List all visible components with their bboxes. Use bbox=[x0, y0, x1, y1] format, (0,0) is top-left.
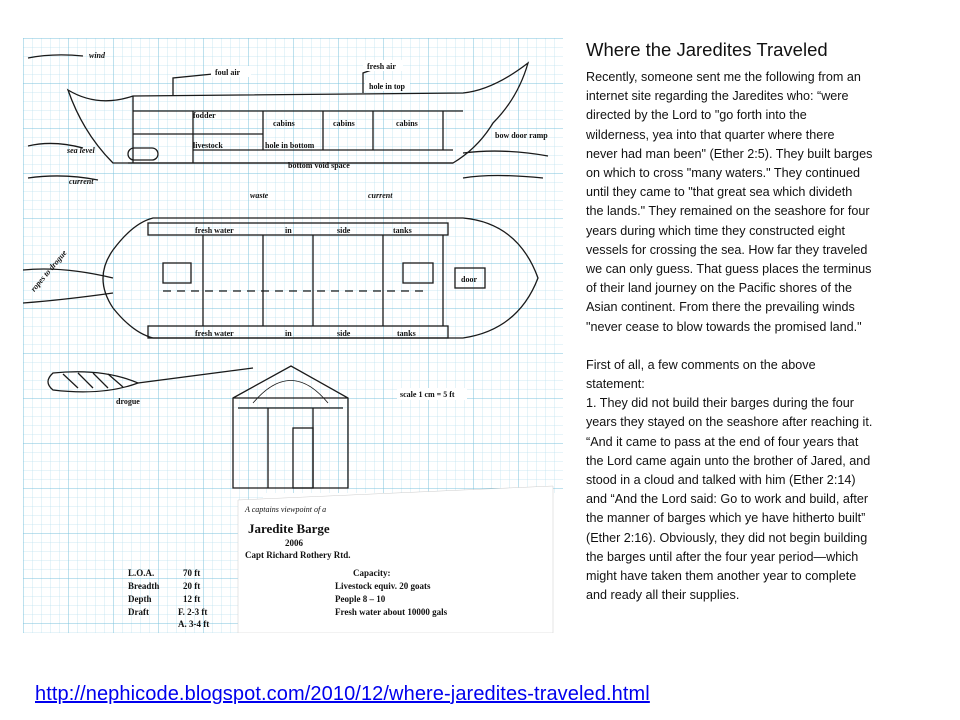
article-line: (Ether 2:16). Obviously, they did not begin building bbox=[586, 530, 868, 545]
label-foul-air: foul air bbox=[215, 68, 241, 77]
label-cabins-3: cabins bbox=[396, 119, 418, 128]
article-line: and ready all their supplies. bbox=[586, 588, 740, 603]
label-current-1: current bbox=[69, 177, 94, 186]
barge-sketch bbox=[23, 38, 563, 633]
article-line: of their land journey on the Pacific shores of the bbox=[586, 281, 853, 296]
spec-draft-label: Draft bbox=[128, 607, 149, 617]
article-line: on which to cross "many waters." They continued bbox=[586, 166, 861, 181]
label-hole-in-bottom: hole in bottom bbox=[265, 141, 315, 150]
label-livestock: livestock bbox=[193, 141, 223, 150]
article-line: the barges until after the four year period—which bbox=[586, 549, 859, 564]
label-hole-in-top: hole in top bbox=[369, 82, 406, 91]
article-line: we can only guess. That guess places the terminus bbox=[586, 262, 872, 277]
label-sea-level: sea level bbox=[67, 146, 95, 155]
label-in-bottom: in bbox=[285, 329, 292, 338]
article bbox=[586, 38, 931, 605]
label-drogue: drogue bbox=[116, 397, 140, 406]
label-bow-door-ramp: bow door ramp bbox=[495, 131, 548, 140]
label-fresh-air: fresh air bbox=[367, 62, 396, 71]
label-scale: scale 1 cm = 5 ft bbox=[400, 390, 455, 399]
spec-viewpoint: A captains viewpoint of a bbox=[245, 505, 327, 514]
article-line: Recently, someone sent me the following from an bbox=[586, 70, 861, 84]
spec-breadth-label: Breadth bbox=[128, 581, 160, 591]
article-line: “And it came to pass at the end of four years that bbox=[586, 434, 859, 449]
article-line: First of all, a few comments on the above bbox=[586, 357, 816, 372]
label-cabins-2: cabins bbox=[333, 119, 355, 128]
article-line: wilderness, yea into that quarter where there bbox=[586, 127, 835, 142]
label-wind: wind bbox=[89, 51, 106, 60]
spec-livestock: Livestock equiv. 20 goats bbox=[335, 581, 431, 591]
label-bottom-void-space: bottom void space bbox=[288, 161, 350, 170]
article-line: directed by the Lord to "go forth into the bbox=[586, 108, 807, 123]
spec-fresh-water: Fresh water about 10000 gals bbox=[335, 607, 448, 617]
article-line: until they came to "that great sea which divideth bbox=[586, 185, 853, 200]
article-line: years they stayed on the seashore after reaching it. bbox=[586, 415, 873, 430]
article-line: stood in a cloud and talked with him (Ether 2:14) bbox=[586, 473, 856, 488]
article-line: 1. They did not build their barges during the four bbox=[586, 396, 854, 411]
label-waste: waste bbox=[250, 191, 269, 200]
label-current-2: current bbox=[368, 191, 393, 200]
label-door: door bbox=[461, 275, 477, 284]
article-line: years during which time they constructed eight bbox=[586, 223, 846, 238]
article-line: vessels for crossing the sea. How far they traveled bbox=[586, 242, 868, 257]
spec-people: People 8 – 10 bbox=[335, 594, 386, 604]
label-fresh-water-bottom: fresh water bbox=[195, 329, 234, 338]
article-line: the Lord came again unto the brother of Jared, and bbox=[586, 453, 871, 468]
spec-title: Jaredite Barge bbox=[248, 521, 330, 536]
article-paragraph-1 bbox=[586, 68, 931, 337]
spec-loa-label: L.O.A. bbox=[128, 568, 155, 578]
spec-draft-a: A. 3-4 ft bbox=[178, 619, 210, 629]
label-fodder: fodder bbox=[193, 111, 216, 120]
article-paragraph-2 bbox=[586, 356, 931, 606]
spec-draft-f: F. 2-3 ft bbox=[178, 607, 208, 617]
article-line: the manner of barges which ye have hitherto built” bbox=[586, 511, 866, 526]
label-tanks-top: tanks bbox=[393, 226, 412, 235]
label-side-bottom: side bbox=[337, 329, 351, 338]
article-line: the lands." They remained on the seashore for four bbox=[586, 204, 870, 219]
article-line: never had man been" (Ether 2:5). They built barges bbox=[586, 146, 873, 161]
grid-paper bbox=[23, 38, 563, 493]
label-fresh-water-top: fresh water bbox=[195, 226, 234, 235]
spec-capacity-label: Capacity: bbox=[353, 568, 391, 578]
label-cabins-1: cabins bbox=[273, 119, 295, 128]
source-link[interactable]: http://nephicode.blogspot.com/2010/12/where-jaredites-traveled.html bbox=[35, 683, 650, 705]
article-line: Asian continent. From there the prevailing winds bbox=[586, 300, 855, 315]
article-title: Where the Jaredites Traveled bbox=[586, 39, 828, 60]
article-line: and “And the Lord said: Go to work and build, after bbox=[586, 492, 869, 507]
article-line: "never cease to blow towards the promised land." bbox=[586, 319, 862, 334]
article-line: might have taken them another year to complete bbox=[586, 569, 857, 584]
barge-drawing bbox=[23, 38, 563, 633]
article-line: statement: bbox=[586, 377, 645, 392]
label-side-top: side bbox=[337, 226, 351, 235]
label-tanks-bottom: tanks bbox=[397, 329, 416, 338]
label-ropes-to-drogue: ropes to drogue bbox=[28, 248, 69, 294]
spec-depth-value: 12 ft bbox=[183, 594, 201, 604]
spec-loa-value: 70 ft bbox=[183, 568, 201, 578]
spec-breadth-value: 20 ft bbox=[183, 581, 201, 591]
article-line: internet site regarding the Jaredites who: “were bbox=[586, 89, 849, 104]
spec-depth-label: Depth bbox=[128, 594, 152, 604]
spec-year: 2006 bbox=[285, 538, 303, 548]
label-in-top: in bbox=[285, 226, 292, 235]
spec-author: Capt Richard Rothery Rtd. bbox=[245, 550, 351, 560]
